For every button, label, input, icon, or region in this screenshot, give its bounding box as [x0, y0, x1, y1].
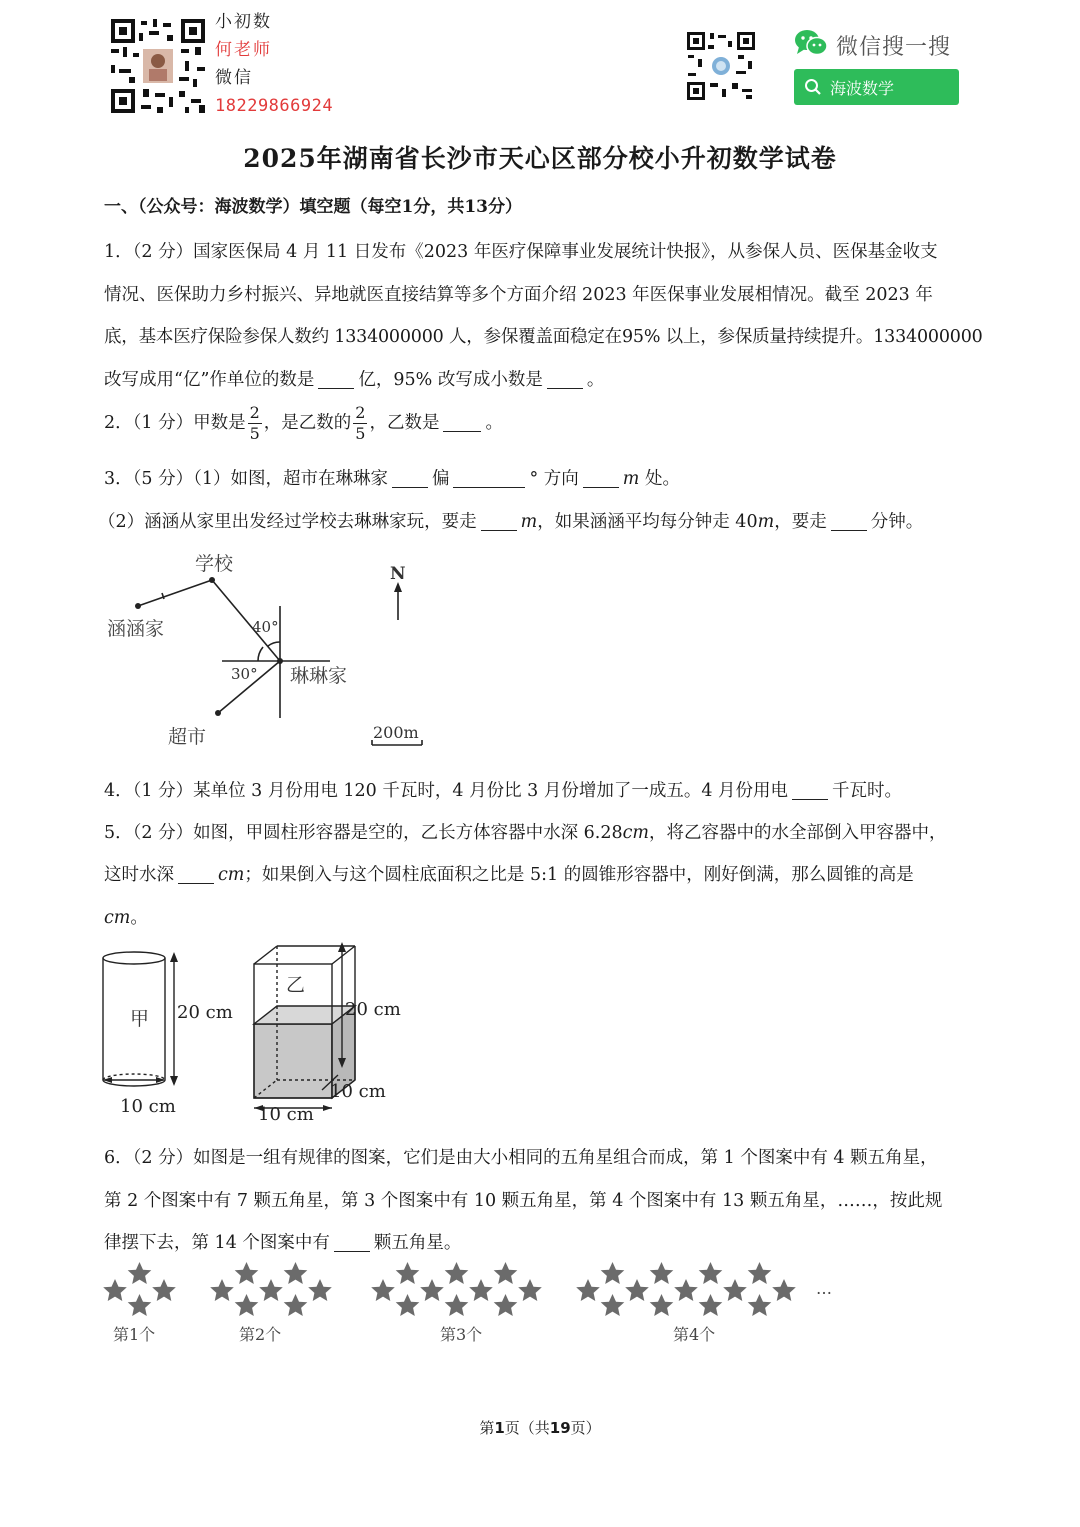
q5-text-c: 这时水深	[104, 865, 174, 885]
q1-line-1: 1．（2 分）国家医保局 4 月 11 日发布《2023 年医疗保障事业发展统计快报》，从参保人员、医保基金收支	[104, 242, 938, 262]
star-pattern-4	[576, 1262, 796, 1316]
page-title: 2025年湖南省长沙市天心区部分校小升初数学试卷	[243, 144, 837, 173]
label-yi: 乙	[286, 974, 306, 996]
footer-text-b: 页（共	[504, 1419, 550, 1437]
label-school: 学校	[195, 553, 234, 575]
q3-text-p2e: ，要走	[774, 512, 827, 532]
label-north: N	[390, 564, 406, 584]
star-icon	[699, 1294, 723, 1316]
q6-text-a: 律摆下去，第 14 个图案中有	[104, 1233, 330, 1253]
footer-text-c: 页）	[570, 1419, 601, 1437]
q1-blank-1[interactable]	[318, 370, 354, 389]
road-school-hanhan	[138, 580, 212, 606]
q2-text-c: ，乙数是	[369, 413, 440, 433]
fraction-numerator: 2	[249, 403, 260, 422]
q6-text-b: 颗五角星。	[373, 1233, 462, 1253]
q6-line-3	[104, 1229, 461, 1254]
q1-text-b: 亿，95% 改写成小数是	[358, 370, 543, 390]
star-icon	[650, 1294, 674, 1316]
star-icon	[494, 1262, 518, 1284]
page-total: 19	[549, 1419, 571, 1437]
star-icon	[601, 1294, 625, 1316]
q3-text-a: 3．（5 分）（1）如图，超市在琳琳家	[104, 469, 388, 489]
label-linlin: 琳琳家	[290, 665, 348, 687]
star-icon	[235, 1294, 259, 1316]
star-icon	[518, 1279, 542, 1301]
fraction-numerator: 2	[355, 403, 366, 422]
label-height-2: 20 cm	[345, 999, 401, 1020]
pattern-label-2: 第2个	[239, 1325, 282, 1344]
star-icon	[445, 1262, 469, 1284]
star-pattern-3	[371, 1262, 542, 1316]
label-height-1: 20 cm	[177, 1002, 233, 1023]
search-icon	[804, 78, 822, 96]
star-icon	[284, 1262, 308, 1284]
handwritten-phone: 18229866924	[215, 96, 334, 116]
containers-figure	[100, 940, 405, 1125]
q5-text-a: 5．（2 分）如图，甲圆柱形容器是空的，乙长方体容器中水深 6.28	[104, 823, 623, 843]
star-icon	[748, 1294, 772, 1316]
q3-unit-3: m	[757, 512, 775, 532]
q2-fraction-2	[353, 403, 367, 444]
q2-text-a: 2．（1 分）甲数是	[104, 413, 246, 433]
handwritten-line-2: 何老师	[215, 40, 272, 60]
q3-text-b: 偏	[431, 469, 450, 489]
label-hanhan: 涵涵家	[107, 618, 165, 640]
q1-line-3: 底，基本医疗保险参保人数约 1334000000 人，参保覆盖面稳定在95% 以上，参保质量持续提升。1334000000	[104, 327, 983, 347]
star-icon	[259, 1279, 283, 1301]
star-icon	[128, 1262, 152, 1284]
q2-text-d: 。	[485, 413, 503, 433]
q3-unit: m	[622, 469, 640, 489]
star-icon	[494, 1294, 518, 1316]
point-school	[209, 577, 215, 583]
q2-text-b: ，是乙数的	[263, 413, 352, 433]
q1-text-a: 改写成用“亿”作单位的数是	[104, 370, 315, 390]
point-market	[215, 710, 221, 716]
star-icon	[396, 1262, 420, 1284]
handwritten-line-3: 微信	[215, 68, 253, 88]
star-icon	[469, 1279, 493, 1301]
star-icon	[420, 1279, 444, 1301]
handwritten-note	[215, 8, 333, 120]
q5-unit-1: cm	[622, 823, 650, 843]
star-icon	[445, 1294, 469, 1316]
wechat-search-label: 微信搜一搜	[836, 35, 952, 60]
pattern-label-1: 第1个	[113, 1325, 156, 1344]
pattern-label-4: 第4个	[673, 1325, 716, 1344]
q4-line	[104, 777, 902, 802]
star-pattern-1	[103, 1262, 176, 1316]
star-icon	[371, 1279, 395, 1301]
point-linlin	[277, 658, 283, 664]
star-patterns-figure	[100, 1258, 840, 1348]
q1-blank-2[interactable]	[547, 370, 583, 389]
star-icon	[650, 1262, 674, 1284]
label-angle-30: 30°	[231, 665, 258, 683]
q3-text-c: ° 方向	[529, 469, 579, 489]
q1-line-2: 情况、医保助力乡村振兴、异地就医直接结算等多个方面介绍 2023 年医保事业发展相情况。截至 2023 年	[104, 285, 933, 305]
q2-line	[104, 403, 503, 444]
q5-text-d: ；如果倒入与这个圆柱底面积之比是 5:1 的圆锥形容器中，刚好倒满，那么圆锥的高是	[244, 865, 914, 885]
q3-text-p2a: （2）涵涵从家里出发经过学校去琳琳家玩，要走	[98, 512, 477, 532]
pattern-ellipsis: …	[816, 1279, 832, 1298]
label-diameter-1: 10 cm	[120, 1096, 176, 1117]
star-icon	[674, 1279, 698, 1301]
qr-code-right	[686, 31, 756, 101]
q3-line-1	[104, 465, 680, 490]
angle-arc-40	[268, 642, 280, 646]
star-icon	[284, 1294, 308, 1316]
wechat-logo-icon	[794, 29, 828, 57]
q3-text-p2f: 分钟。	[870, 512, 924, 532]
q5-unit-2: cm	[218, 865, 245, 885]
star-icon	[308, 1279, 332, 1301]
q1-line-4	[104, 366, 604, 391]
qr-code-left	[109, 17, 207, 115]
q5-text-b: ，将乙容器中的水全部倒入甲容器中，	[649, 823, 947, 843]
q3-blank-2[interactable]	[453, 469, 525, 488]
label-market: 超市	[168, 726, 207, 748]
q6-blank[interactable]	[334, 1233, 370, 1252]
q3-text-e: 处。	[639, 469, 680, 489]
q4-blank[interactable]	[792, 781, 828, 800]
q5-blank-1[interactable]	[178, 865, 214, 884]
point-hanhan	[135, 603, 141, 609]
star-icon	[396, 1294, 420, 1316]
handwritten-line-1: 小初数	[215, 12, 272, 32]
q3-unit-2: m	[520, 512, 538, 532]
q2-fraction-1	[248, 403, 262, 444]
q4-text-b: 千瓦时。	[832, 781, 903, 801]
fraction-denominator: 5	[355, 424, 366, 443]
q5-unit-3: cm	[104, 908, 131, 928]
q4-text-a: 4．（1 分）某单位 3 月份用电 120 千瓦时，4 月份比 3 月份增加了一成五。4 月份用电	[104, 781, 789, 801]
star-icon	[699, 1262, 723, 1284]
q1-text-c: 。	[586, 370, 605, 390]
star-icon	[772, 1279, 796, 1301]
star-icon	[210, 1279, 234, 1301]
star-icon	[748, 1262, 772, 1284]
label-depth-2: 10 cm	[330, 1081, 386, 1102]
q3-blank-3[interactable]	[583, 469, 619, 488]
fraction-denominator: 5	[249, 424, 260, 443]
q5-text-e: 。	[130, 908, 148, 928]
q5-line-3	[104, 904, 148, 929]
q3-text-p2c: ，如果涵涵平均每分钟走 40	[537, 512, 758, 532]
page-number: 1	[494, 1419, 505, 1437]
q5-line-2	[104, 861, 914, 886]
star-icon	[723, 1279, 747, 1301]
label-angle-40: 40°	[252, 618, 279, 636]
star-icon	[625, 1279, 649, 1301]
q3-blank-1[interactable]	[392, 469, 428, 488]
q6-line-1: 6．（2 分）如图是一组有规律的图案，它们是由大小相同的五角星组合而成，第 1 个图案中有 4 颗五角星，	[104, 1148, 938, 1168]
q3-blank-4[interactable]	[481, 512, 517, 531]
section-heading: 一、（公众号：海波数学）填空题（每空1分，共13分）	[104, 197, 522, 217]
angle-arc-30	[258, 647, 263, 661]
q3-blank-5[interactable]	[831, 512, 867, 531]
star-icon	[576, 1279, 600, 1301]
label-width-2: 10 cm	[258, 1104, 314, 1125]
q3-line-2	[98, 508, 923, 533]
star-pattern-2	[210, 1262, 332, 1316]
pattern-label-3: 第3个	[440, 1325, 483, 1344]
footer-text-a: 第	[479, 1419, 495, 1437]
q2-blank[interactable]	[443, 413, 481, 432]
star-icon	[235, 1262, 259, 1284]
search-button-label: 海波数学	[830, 78, 895, 98]
label-jia: 甲	[130, 1008, 150, 1030]
page-footer	[0, 1417, 1080, 1438]
star-icon	[152, 1279, 176, 1301]
star-icon	[103, 1279, 127, 1301]
q6-line-2: 第 2 个图案中有 7 颗五角星，第 3 个图案中有 10 颗五角星，第 4 个图案中有 13 颗五角星，……，按此规	[104, 1191, 943, 1211]
star-icon	[128, 1294, 152, 1316]
label-scale: 200m	[373, 723, 419, 742]
q5-line-1	[104, 819, 947, 844]
star-icon	[601, 1262, 625, 1284]
wechat-search-button[interactable]	[794, 69, 959, 105]
map-figure	[100, 548, 440, 758]
